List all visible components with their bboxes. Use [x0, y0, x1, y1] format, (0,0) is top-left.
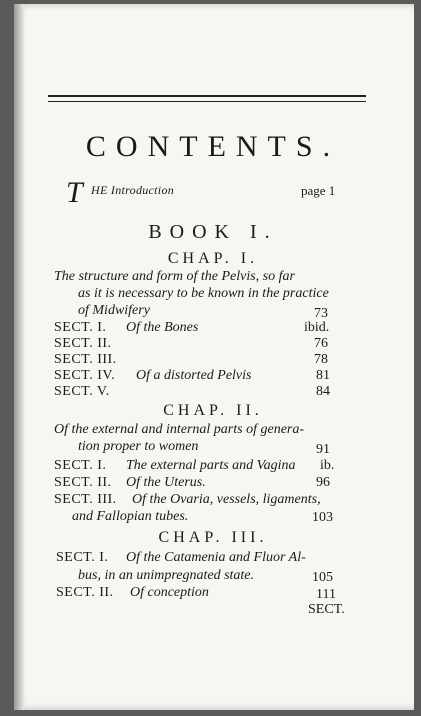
chapter-2-sect-3-title-cont: and Fallopian tubes.: [72, 509, 189, 524]
chapter-3-sect-1-title-cont: bus, in an unimpregnated state.: [78, 568, 255, 583]
intro-title: HE Introduction: [91, 183, 175, 197]
header-rule-thick: [48, 95, 366, 97]
chapter-2-desc-line-2: tion proper to women: [78, 439, 199, 454]
chapter-3-sect-2-label: SECT. II.: [56, 585, 114, 600]
book-heading: BOOK I.: [148, 221, 278, 243]
intro-drop-cap: T: [66, 176, 83, 209]
chapter-1-sect-4-label: SECT. IV.: [54, 368, 116, 383]
chapter-2-sect-2-page: 96: [316, 475, 330, 490]
chapter-3-heading: CHAP. III.: [158, 529, 268, 546]
chapter-1-sect-5-label: SECT. V.: [54, 384, 110, 399]
intro-page-number: page 1: [301, 183, 336, 198]
chapter-1-sect-2-label: SECT. II.: [54, 336, 112, 351]
chapter-1-sect-3-label: SECT. III.: [54, 352, 117, 367]
chapter-2-page: 91: [316, 442, 330, 457]
catchword: SECT.: [308, 602, 345, 617]
chapter-2-sect-3-label: SECT. III.: [54, 492, 117, 507]
chapter-1-sect-3-page: 78: [314, 352, 328, 367]
chapter-3-sect-1-page: 105: [312, 570, 333, 585]
chapter-2-sect-3-title: Of the Ovaria, vessels, ligaments,: [132, 492, 321, 507]
chapter-3-sect-1-label: SECT. I.: [56, 550, 109, 565]
chapter-3-sect-2-title: Of conception: [130, 585, 209, 600]
chapter-1-desc-line-2: as it is necessary to be known in the practice: [78, 286, 329, 301]
chapter-1-sect-1-title: Of the Bones: [126, 320, 199, 335]
book-page: [14, 4, 414, 710]
chapter-1-sect-1-label: SECT. I.: [54, 320, 107, 335]
chapter-3-sect-1-title: Of the Catamenia and Fluor Al-: [126, 550, 306, 565]
chapter-2-sect-2-title: Of the Uterus.: [126, 475, 206, 490]
chapter-1-page: 73: [314, 306, 328, 321]
chapter-1-heading: CHAP. I.: [167, 250, 259, 267]
chapter-1-sect-5-page: 84: [316, 384, 330, 399]
chapter-1-sect-4-title: Of a distorted Pelvis: [136, 368, 252, 383]
chapter-2-sect-1-label: SECT. I.: [54, 458, 107, 473]
chapter-2-sect-2-label: SECT. II.: [54, 475, 112, 490]
chapter-1-desc-line-1: The structure and form of the Pelvis, so far: [54, 269, 295, 284]
contents-heading: CONTENTS.: [85, 130, 341, 163]
chapter-2-sect-3-page: 103: [312, 510, 333, 525]
chapter-1-sect-1-page: ibid.: [304, 320, 330, 335]
chapter-2-sect-1-title: The external parts and Vagina: [126, 458, 296, 473]
page-gutter-shadow: [14, 4, 24, 710]
chapter-1-sect-4-page: 81: [316, 368, 330, 383]
chapter-1-desc-line-3: of Midwifery: [78, 303, 150, 318]
chapter-1-sect-2-page: 76: [314, 336, 328, 351]
chapter-2-heading: CHAP. II.: [163, 402, 263, 419]
chapter-2-sect-1-page: ib.: [320, 458, 335, 473]
chapter-2-desc-line-1: Of the external and internal parts of genera-: [54, 422, 305, 437]
header-rule-thin: [48, 101, 366, 102]
chapter-3-sect-2-page: 111: [316, 587, 336, 602]
